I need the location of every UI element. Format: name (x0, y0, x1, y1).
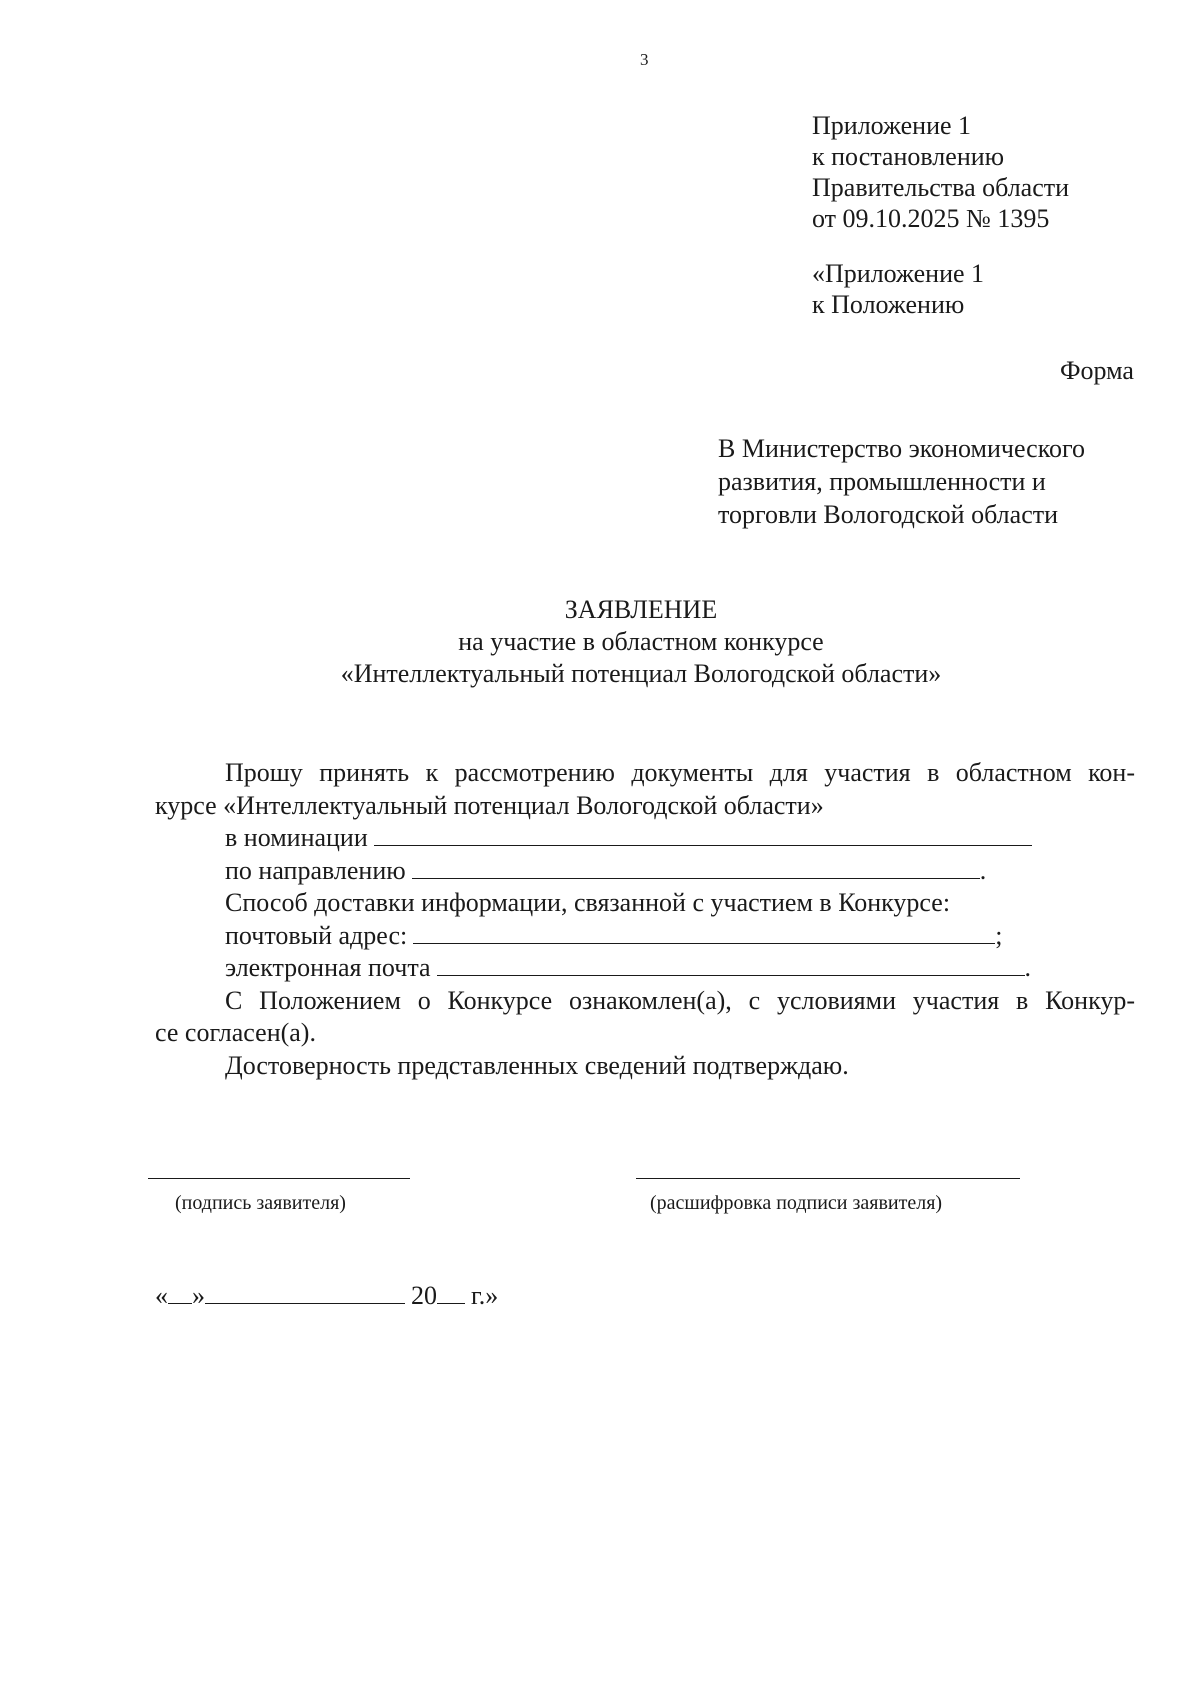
request-line-1: Прошу принять к рассмотрению документы для участия в областном кон- (225, 758, 1135, 787)
consent-line-1: С Положением о Конкурсе ознакомлен(а), с условиями участия в Конкур- (225, 985, 1135, 1015)
postal-row (155, 920, 1135, 953)
document-title (0, 594, 1200, 690)
title-contest-name: «Интеллектуальный потенциал Вологодской области» (340, 659, 942, 688)
year-field[interactable] (437, 1281, 465, 1304)
nomination-label: в номинации (225, 823, 368, 852)
email-label: электронная почта (225, 953, 431, 982)
nomination-field[interactable] (374, 823, 1032, 846)
appendix-regulation-line: к Положению (812, 290, 965, 319)
appendix-header (812, 110, 1069, 234)
appendix-to-regulation (812, 258, 984, 320)
appendix-line: Приложение 1 (812, 111, 972, 140)
year-prefix: 20 (411, 1281, 437, 1310)
postal-end: ; (995, 920, 1003, 950)
consent-line-2: се согласен(а). (155, 1018, 316, 1047)
addressee-line: развития, промышленности и (718, 467, 1046, 496)
appendix-line: Правительства области (812, 173, 1070, 202)
confirm-line: Достоверность представленных сведений подтверждаю. (225, 1050, 849, 1080)
signature-line[interactable] (148, 1178, 410, 1179)
addressee-block (718, 432, 1085, 531)
signature-decoding-caption: (расшифровка подписи заявителя) (650, 1192, 943, 1214)
direction-end: . (979, 855, 987, 885)
page-number: 3 (640, 50, 649, 69)
date-row (155, 1281, 498, 1311)
direction-row (155, 855, 1135, 888)
title-subtitle: на участие в областном конкурсе (458, 627, 824, 656)
appendix-regulation-line: «Приложение 1 (812, 259, 985, 288)
day-field[interactable] (168, 1281, 192, 1304)
nomination-row (155, 822, 1135, 855)
signature-caption: (подпись заявителя) (175, 1192, 346, 1214)
signature-decoding-line[interactable] (636, 1178, 1020, 1179)
email-end: . (1024, 953, 1032, 982)
title-heading: ЗАЯВЛЕНИЕ (564, 595, 718, 624)
date-open-quote: « (155, 1281, 168, 1310)
direction-label: по направлению (225, 855, 406, 885)
application-body (155, 757, 1135, 1082)
email-row (155, 952, 1135, 985)
direction-field[interactable] (412, 856, 980, 879)
email-field[interactable] (437, 953, 1025, 976)
delivery-intro: Способ доставки информации, связанной с участием в Конкурсе: (225, 888, 951, 917)
addressee-line: В Министерство экономического (718, 434, 1086, 463)
date-close-quote: » (192, 1281, 205, 1310)
appendix-line: от 09.10.2025 № 1395 (812, 204, 1050, 233)
appendix-line: к постановлению (812, 142, 1005, 171)
form-label: Форма (1060, 356, 1134, 385)
addressee-line: торговли Вологодской области (718, 500, 1059, 529)
year-suffix: г.» (471, 1281, 499, 1310)
postal-address-field[interactable] (413, 921, 995, 944)
request-line-2: курсе «Интеллектуальный потенциал Вологодской области» (155, 790, 824, 820)
postal-label: почтовый адрес: (225, 920, 408, 950)
month-field[interactable] (205, 1281, 405, 1304)
delivery-intro-row (155, 887, 1135, 920)
